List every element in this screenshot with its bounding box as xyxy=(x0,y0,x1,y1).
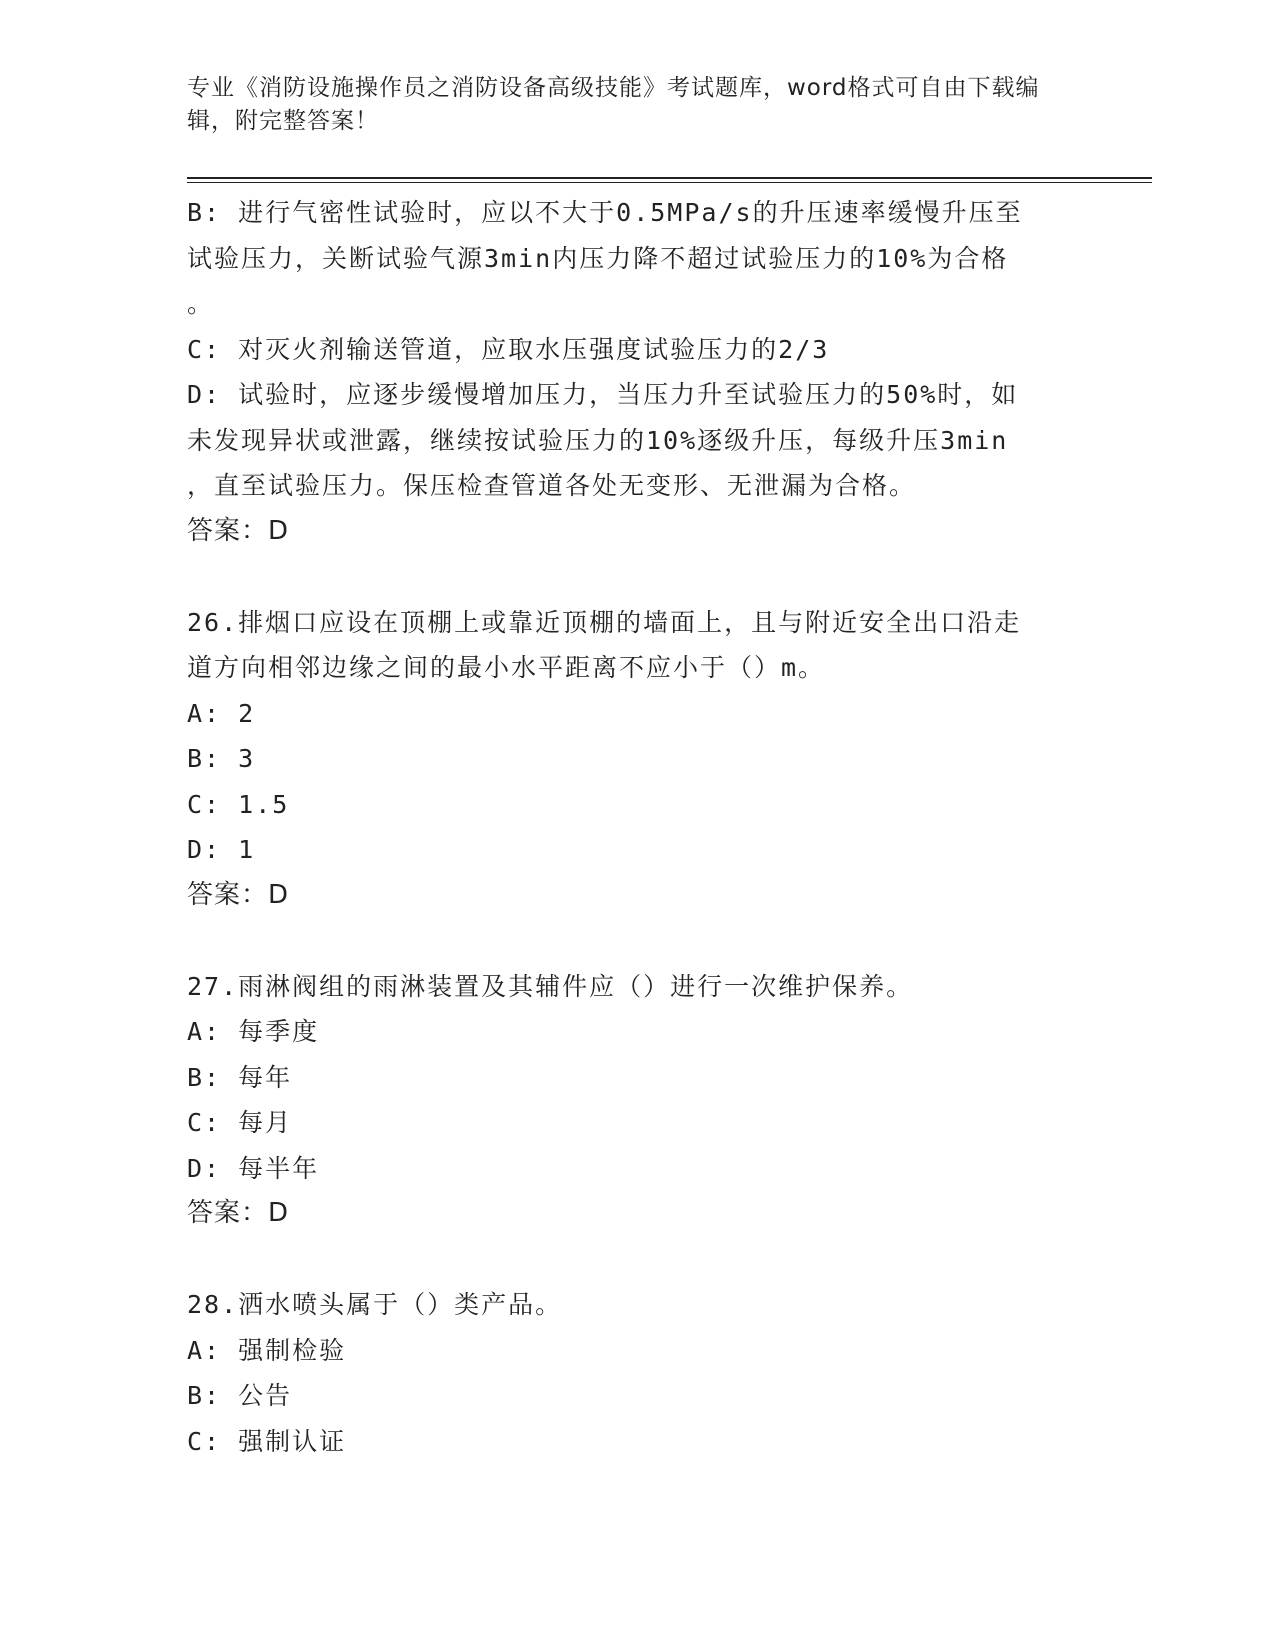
option-c: C: 1.5 xyxy=(187,789,290,819)
option-b-line-3: 。 xyxy=(187,289,215,318)
option-b-line-2: 试验压力，关断试验气源3min内压力降不超过试验压力的10%为合格 xyxy=(187,243,1009,273)
question-stem: 28.洒水喷头属于（）类产品。 xyxy=(187,1290,563,1319)
option-a: A: 2 xyxy=(187,698,256,728)
header-line-2: 辑，附完整答案！ xyxy=(187,108,379,134)
option-b: B: 公告 xyxy=(187,1381,293,1410)
question-stem: 27.雨淋阀组的雨淋装置及其辅件应（）进行一次维护保养。 xyxy=(187,971,914,1001)
option-b-line-1: B: 进行气密性试验时，应以不大于0.5MPa/s的升压速率缓慢升压至 xyxy=(187,198,1023,227)
question-28 xyxy=(187,1282,1087,1464)
spacer xyxy=(187,918,1087,964)
question-25-continuation xyxy=(187,190,1087,554)
header-line-1: 专业《消防设施操作员之消防设备高级技能》考试题库，word格式可自由下载编 xyxy=(187,75,1040,101)
header-divider-thin xyxy=(187,182,1152,183)
option-c: C: 强制认证 xyxy=(187,1426,347,1456)
answer: 答案：D xyxy=(187,879,290,910)
answer: 答案：D xyxy=(187,515,290,546)
question-content xyxy=(187,190,1087,1464)
option-d-line-1: D: 试验时，应逐步缓慢增加压力，当压力升至试验压力的50%时，如 xyxy=(187,380,1019,409)
option-c: C: 对灭火剂输送管道，应取水压强度试验压力的2/3 xyxy=(187,334,830,364)
option-b: B: 3 xyxy=(187,744,256,773)
option-b: B: 每年 xyxy=(187,1062,293,1092)
option-a: A: 每季度 xyxy=(187,1017,320,1046)
option-d-line-3: ，直至试验压力。保压检查管道各处无变形、无泄漏为合格。 xyxy=(187,471,917,500)
option-c: C: 每月 xyxy=(187,1108,293,1137)
document-header xyxy=(187,72,1067,138)
question-26 xyxy=(187,600,1087,919)
spacer xyxy=(187,554,1087,600)
question-stem-line-2: 道方向相邻边缘之间的最小水平距离不应小于（）m。 xyxy=(187,653,826,682)
option-a: A: 强制检验 xyxy=(187,1335,347,1365)
question-stem-line-1: 26.排烟口应设在顶棚上或靠近顶棚的墙面上，且与附近安全出口沿走 xyxy=(187,607,1022,637)
option-d: D: 每半年 xyxy=(187,1153,320,1183)
spacer xyxy=(187,1237,1087,1283)
question-27 xyxy=(187,964,1087,1237)
answer: 答案：D xyxy=(187,1198,290,1228)
header-divider-thick xyxy=(187,177,1152,179)
option-d: D: 1 xyxy=(187,835,256,864)
option-d-line-2: 未发现异状或泄露，继续按试验压力的10%逐级升压，每级升压3min xyxy=(187,425,1009,455)
